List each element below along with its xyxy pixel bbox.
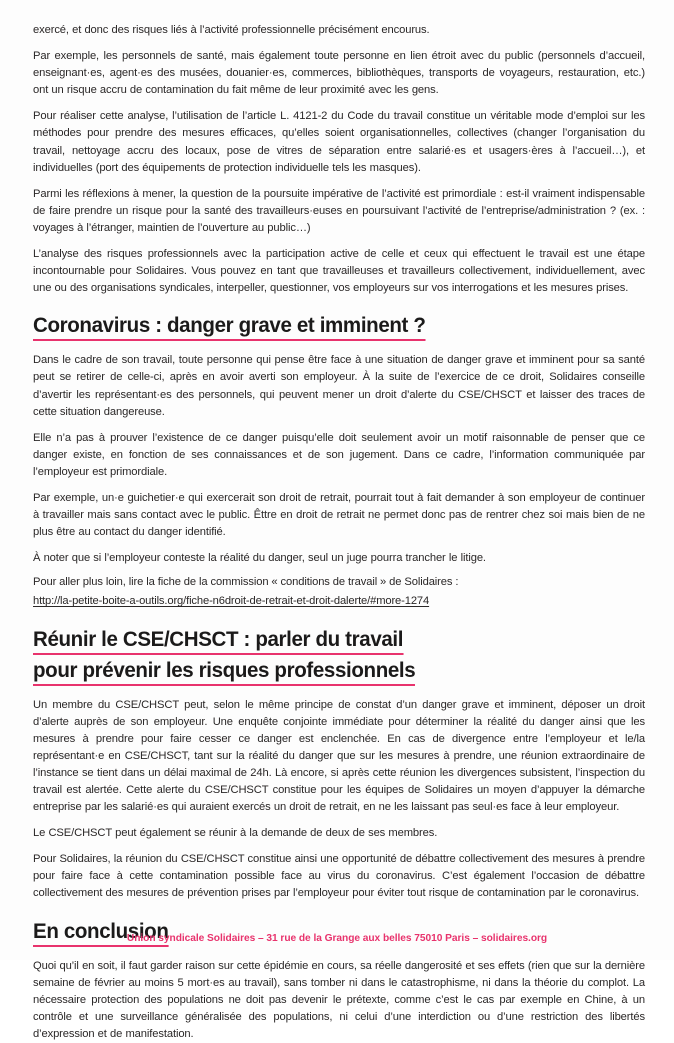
paragraph-intro-3: Pour réaliser cette analyse, l’utilisation de l’article L. 4121-2 du Code du travail constitue un véritable mode d’emploi sur les méthodes pour prendre des mesures efficaces, qu’elles soient organisationnelles, collectives (changer l’organisation du travail, nettoyage accru des locaux, pose de vitres de séparation entre salarié·es et usagers·ères à l’accueil…), et individuelles (port des équipements de protection individuelle tels les masques). xyxy=(33,110,645,174)
paragraph-danger-1: Dans le cadre de son travail, toute personne qui pense être face à une situation de danger grave et imminent pour sa santé peut se retirer de celle-ci, après en avoir averti son employeur. À la suite de l’exercice de ce droit, Solidaires conseille d’avertir les représentant·es des personnels, qui peuvent mener un droit d’alerte du CSE/CHSCT et laisser des traces de cette situation dangereuse. xyxy=(33,354,645,418)
section-heading-danger-line-1: Coronavirus : danger grave et imminent ? xyxy=(33,313,426,341)
page-footer: Union syndicale Solidaires – 31 rue de la Grange aux belles 75010 Paris – solidaires.org xyxy=(126,933,548,944)
further-reading-intro: Pour aller plus loin, lire la fiche de la commission « conditions de travail » de Solidaires : xyxy=(33,576,459,589)
section-heading-cse-line-1: Réunir le CSE/CHSCT : parler du travail xyxy=(33,627,403,655)
paragraph-intro-5: L’analyse des risques professionnels avec la participation active de celle et ceux qui effectuent le travail est une étape incontournable pour Solidaires. Vous pouvez en tant que travailleuses et travailleurs collectivement, individuellement, avec une ou des organisations syndicales, interpeller, questionner, vos employeurs sur vos interrogations et les mesures prises. xyxy=(33,248,645,295)
section-heading-conclusion-line-1: En conclusion xyxy=(33,919,169,947)
paragraph-danger-4: À noter que si l’employeur conteste la réalité du danger, seul un juge pourra trancher le litige. xyxy=(33,552,486,565)
further-reading-link[interactable]: http://la-petite-boite-a-outils.org/fiche-n6droit-de-retrait-et-droit-dalerte/#more-1274 xyxy=(33,595,430,608)
paragraph-conclusion-1: Quoi qu’il en soit, il faut garder raison sur cette épidémie en cours, sa réelle dangerosité et ses effets (rien que sur la dernière semaine de février au moins 5 mort·es au travail), sans tomber ni dans le catastrophisme, ni dans la théorie du complot. La nécessaire protection des populations ne doit pas devenir le prétexte, comme c’est le cas par exemple en Chine, à un contrôle et une surveillance généralisée des populations, ni celui d’une interdiction ou d’une restriction des libertés d’expression et de manifestation. xyxy=(33,959,645,1040)
paragraph-intro-2: Par exemple, les personnels de santé, mais également toute personne en lien étroit avec du public (personnels d’accueil, enseignant·es, agent·es des musées, douanier·es, commerces, bibliothèques, transports de voyageurs, restauration, etc.) ont un risque accru de contamination du fait même de leur proximité avec les gens. xyxy=(33,50,645,97)
paragraph-cse-1: Un membre du CSE/CHSCT peut, selon le même principe de constat d’un danger grave et imminent, déposer un droit d’alerte auprès de son employeur. Une enquête conjointe immédiate pour déterminer la réalité du danger ainsi que les mesures à prendre pour faire cesser ce danger est enclenchée. En cas de divergence entre l’employeur et le/la représentant·e en CSE/CHSCT, tant sur la réalité du danger que sur les mesures à prendre, une réunion extraordinaire de l’instance se tient dans un délai maximal de 24h. Là encore, si après cette réunion les divergences subsistent, l’inspection du travail est alertée. Cette alerte du CSE/CHSCT constitue pour les équipes de Solidaires un moyen d’appuyer la démarche entreprise par les salarié·es qui auraient exercés un droit de retrait, en ne les laissant pas seul·es face à leur employeur. xyxy=(33,698,645,814)
paragraph-danger-2: Elle n’a pas à prouver l’existence de ce danger puisqu’elle doit seulement avoir un motif raisonnable de penser que ce danger existe, en fonction de ses connaissances et de son jugement. Dans ce cadre, l’information communiquée par l’employeur est primordiale. xyxy=(33,431,645,478)
paragraph-intro-4: Parmi les réflexions à mener, la question de la poursuite impérative de l’activité est primordiale : est-il vraiment indispensable de faire prendre un risque pour la santé des travailleurs·euses en poursuivant l’activité de l’entreprise/administration ? (ex. : voyages à l’étranger, maintien de l’ouverture au public…) xyxy=(33,187,645,234)
section-heading-cse xyxy=(33,627,645,686)
paragraph-danger-3: Par exemple, un·e guichetier·e qui exercerait son droit de retrait, pourrait tout à fait demander à son employeur de continuer à travailler mais sans contact avec le public. Êttre en droit de retrait ne permet donc pas de rentrer chez soi mais bien de ne plus être au contact du danger identifié. xyxy=(33,491,645,539)
section-heading-danger xyxy=(33,313,645,341)
paragraph-intro-1: exercé, et donc des risques liés à l’activité professionnelle précisément encourus. xyxy=(33,24,430,36)
section-heading-cse-line-2: pour prévenir les risques professionnels xyxy=(33,658,415,686)
paragraph-cse-2: Le CSE/CHSCT peut également se réunir à la demande de deux de ses membres. xyxy=(33,827,438,840)
further-reading-block xyxy=(33,574,645,610)
paragraph-cse-3: Pour Solidaires, la réunion du CSE/CHSCT constitue ainsi une opportunité de débattre collectivement des mesures à prendre pour faire face à cette contamination possible face au virus du coronavirus. C’est également l’occasion de débattre collectivement des mesures de prévention prises par l’employeur pour éviter tout risque de contamination par le coronavirus. xyxy=(33,853,645,900)
